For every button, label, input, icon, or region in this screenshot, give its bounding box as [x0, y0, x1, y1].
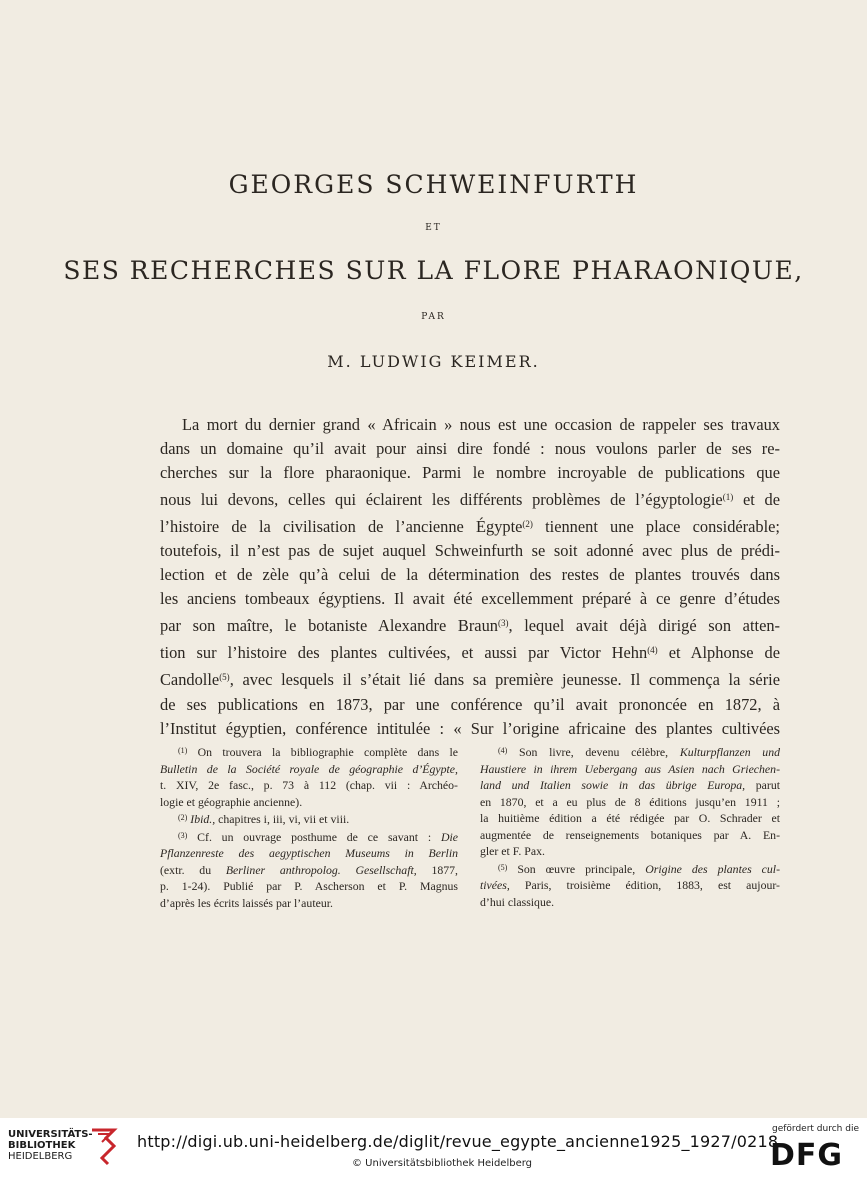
body-line: cherches sur la flore pharaonique. Parmi le nombre incroyable de publications que: [160, 463, 780, 483]
body-line: de ses publications en 1873, par une conférence qu’il avait prononcée en 1872, à: [160, 694, 780, 714]
article-title-line-2: SES RECHERCHES SUR LA FLORE PHARAONIQUE,: [63, 256, 804, 285]
library-logo-icon: [88, 1124, 122, 1168]
body-line: lection et de zèle qu’à celui de la détermination des restes de plantes trouvés dans: [160, 565, 780, 585]
footnotes-left-column: $^{(1)}$ On trouvera la bibliographie complète dans le Bulletin de la Société royale de géographie d’Égypte, t. XIV, 2e fasc., p. 73 à 112 (chap. vii : Archéo- logie et géographie ancienne). $^{(2)}$ Ibid., chapitres i, iii, vi, vii et viii. $^{(3)}$ Cf. un ouvrage posthume de ce savant : Die Pflanzenreste des aegyptischen Museums in Berlin (extr. du Berliner anthropolog. Gesellschaft, 1877, p. 1-24). Publié par P. Ascherson et P. Magnus d’après les écrits laissés par l’auteur.: [160, 745, 459, 910]
body-line: l’Institut égyptien, conférence intitulée : « Sur l’origine africaine des plantes cultivées: [160, 718, 780, 738]
body-line: l’histoire de la civilisation de l’ancienne Égypte$^{(2)}$ tiennent une place considérable;: [160, 517, 780, 537]
author-name: M. LUDWIG KEIMER.: [327, 352, 540, 371]
body-line: nous lui devons, celles qui éclairent les différents problèmes de l’égyptologie$^{(1)}$ et de: [160, 490, 780, 510]
body-line: dans un domaine qu’il avait pour ainsi dire fondé : nous voulons parler de ses re-: [160, 439, 780, 459]
footnote-3: $^{(3)}$ Cf. un ouvrage posthume de ce savant : Die: [178, 829, 459, 844]
body-line: tion sur l’histoire des plantes cultivées, et aussi par Victor Hehn$^{(4)}$ et Alphonse de: [160, 643, 780, 663]
footnote-ref: (3): [497, 618, 509, 629]
funding-label: gefördert durch die: [772, 1124, 859, 1134]
body-paragraph: [160, 413, 780, 741]
copyright-notice: © Universitätsbibliothek Heidelberg: [352, 1158, 533, 1169]
viewer-footer: [0, 1118, 867, 1178]
body-line: par son maître, le botaniste Alexandre Braun$^{(3)}$, lequel avait déjà dirigé son atten-: [160, 616, 780, 636]
dfg-logo[interactable]: DFG: [770, 1138, 844, 1173]
footnote-4: $^{(4)}$ Son livre, devenu célèbre, Kulturpflanzen und: [498, 745, 781, 759]
footnotes-right-column: $^{(4)}$ Son livre, devenu célèbre, Kulturpflanzen und Haustiere in ihrem Uebergang aus Asien nach Griechen- land und Italien sowie in das übrige Europa, parut en 1870, et a eu plus de 8 éditions jusqu’en 1911 ; la huitième édition a été rédigée par O. Schrader et augmentée de renseignements botaniques par A. En- gler et F. Pax. $^{(5)}$ Son œuvre principale, Origine des plantes cul- tivées, Paris, troisième édition, 1883, est aujour- d’hui classique.: [480, 745, 781, 909]
footnote-ref: (4): [647, 645, 658, 656]
body-line: Candolle$^{(5)}$, avec lesquels il s’était lié dans sa première jeunesse. Il commença la série: [160, 670, 780, 690]
footnote-1: $^{(1)}$ On trouvera la bibliographie complète dans le: [178, 745, 458, 759]
article-title-line-1: GEORGES SCHWEINFURTH: [228, 170, 639, 199]
byline-par: PAR: [421, 312, 446, 322]
library-logo-text[interactable]: UNIVERSITÄTS- BIBLIOTHEK HEIDELBERG: [8, 1129, 93, 1162]
permalink-url[interactable]: http://digi.ub.uni-heidelberg.de/diglit/revue_egypte_ancienne1925_1927/0218: [137, 1132, 779, 1151]
footnote-2: $^{(2)}$ Ibid., chapitres i, iii, vi, vii et viii.: [178, 812, 350, 826]
title-conjunction: ET: [425, 223, 442, 233]
footnote-5: $^{(5)}$ Son œuvre principale, Origine des plantes cul-: [498, 861, 780, 876]
footnote-ref: (2): [522, 519, 533, 530]
footnote-ref: (5): [219, 672, 230, 683]
body-line: La mort du dernier grand « Africain » nous est une occasion de rappeler ses travaux: [182, 415, 780, 434]
body-line: toutefois, il n’est pas de sujet auquel Schweinfurth se soit adonné avec plus de prédi-: [160, 541, 780, 561]
body-line: les anciens tombeaux égyptiens. Il avait été excellemment préparé à ce genre d’études: [160, 589, 780, 609]
footnote-ref: (1): [722, 492, 734, 503]
